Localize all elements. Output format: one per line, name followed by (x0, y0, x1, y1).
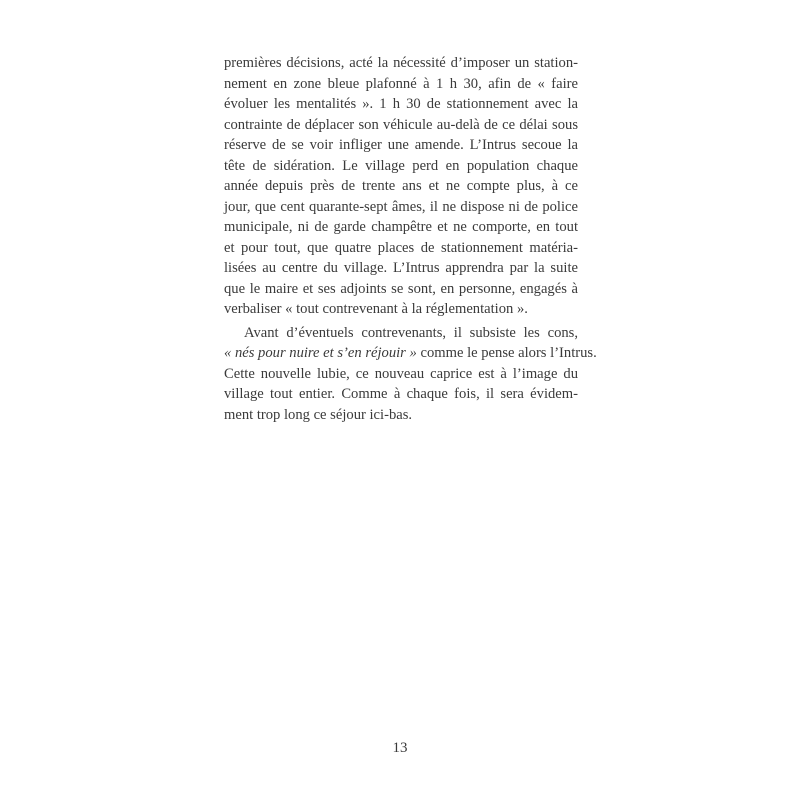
text-line: évoluer les mentalités ». 1 h 30 de stationnement avec la (224, 96, 578, 112)
text-line: Cette nouvelle lubie, ce nouveau caprice est à l’image du (224, 365, 578, 382)
text-line: que le maire et ses adjoints se sont, en personne, engagés à (224, 280, 578, 297)
text-line: nement en zone bleue plafonné à 1 h 30, afin de « faire (224, 75, 578, 92)
text-line: verbaliser « tout contrevenant à la réglementation ». (224, 301, 528, 317)
text-line: village tout entier. Comme à chaque fois, il sera évidem- (224, 386, 578, 402)
text-line: contrainte de déplacer son véhicule au-delà de ce délai sous (224, 116, 578, 133)
text-line: année depuis près de trente ans et ne compte plus, à ce (224, 178, 578, 194)
text-line: ment trop long ce séjour ici-bas. (224, 406, 413, 423)
text-line: municipale, ni de garde champêtre et ne comporte, en tout (224, 219, 578, 235)
text-line: jour, que cent quarante-sept âmes, il ne dispose ni de police (224, 198, 578, 215)
text-line: premières décisions, acté la nécessité d’imposer un station- (224, 55, 578, 71)
page-number: 13 (392, 740, 408, 756)
text-line: et pour tout, que quatre places de stationnement matéria- (224, 239, 578, 256)
body-text (224, 53, 597, 425)
text-line: lisées au centre du village. L’Intrus apprendra par la suite (224, 260, 578, 276)
paragraph-1 (224, 53, 578, 320)
text-line: réserve de se voir infliger une amende. L’Intrus secoue la (224, 137, 578, 153)
text-line-quote (224, 343, 597, 364)
italic-quote: « nés pour nuire et s’en réjouir » (224, 345, 417, 361)
paragraph-2 (224, 323, 597, 426)
quote-continuation: comme le pense alors l’Intrus. (416, 345, 597, 361)
text-line: tête de sidération. Le village perd en population chaque (224, 157, 578, 174)
text-line: Avant d’éventuels contrevenants, il subsiste les cons, (244, 324, 578, 341)
